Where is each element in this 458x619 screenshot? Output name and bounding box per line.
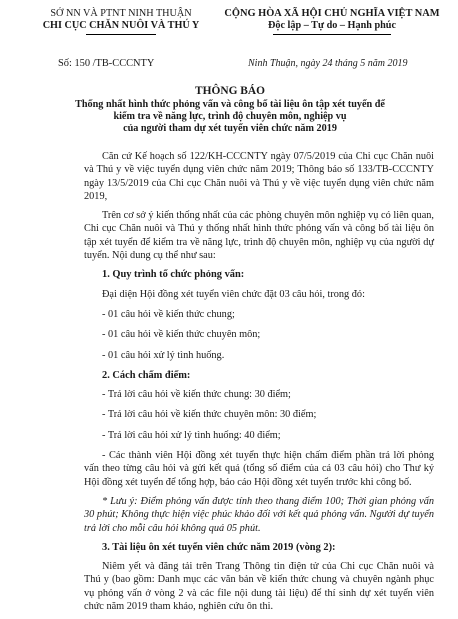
section-heading: 3. Tài liệu ôn xét tuyển viên chức năm 2019 (vòng 2):	[102, 541, 336, 553]
place-date: Ninh Thuận, ngày 24 tháng 5 năm 2019	[248, 58, 408, 69]
motto-underline	[273, 34, 391, 35]
materials-paragraph: Niêm yết và đăng tải trên Trang Thông tin điện tử của Chi cục Chăn nuôi và Thú y (bao gồm: Danh mục các văn bản về kiến thức chung và chuyên ngành phục vụ phỏng vấn ở vòng 2 và các file nội dung tài liệu) để thí sinh dự xét tuyển viên chức năm 2019 tham khảo, nghiên cứu ôn thi.	[84, 561, 434, 613]
document-body	[84, 150, 434, 619]
list-item: - 01 câu hỏi về kiến thức chuyên môn;	[102, 329, 261, 341]
list-item: - 01 câu hỏi xử lý tình huống.	[102, 349, 225, 361]
scoring-paragraph: - Các thành viên Hội đồng xét tuyển thực hiện chấm điểm phần trả lời phỏng vấn theo từng câu hỏi và gửi kết quả (tổng số điểm của cả 03 câu hỏi) cho Thư ký Hội đồng xét tuyển để tổng hợp, báo cáo Hội đồng xét tuyển trước khi công bố.	[84, 450, 434, 488]
note-paragraph: * Lưu ý: Điểm phỏng vấn được tính theo thang điểm 100; Thời gian phỏng vấn 30 phút; Không thực hiện việc phúc khảo đối với kết quả phỏng vấn. Người dự tuyển trả lời cho mỗi câu hỏi không quá 05 phút.	[84, 495, 434, 534]
list-item: - 01 câu hỏi về kiến thức chung;	[102, 308, 235, 320]
subject-line: kiểm tra về năng lực, trình độ chuyên môn, nghiệp vụ	[113, 111, 347, 122]
national-header	[212, 8, 452, 35]
agency-underline	[86, 34, 156, 35]
agency-name: CHI CỤC CHĂN NUÔI VÀ THÚ Y	[42, 20, 200, 31]
section-heading: 1. Quy trình tổ chức phỏng vấn:	[102, 269, 245, 281]
agreement-paragraph: Trên cơ sở ý kiến thống nhất của các phòng chuyên môn nghiệp vụ có liên quan, Chi cục Chăn nuôi và Thú y thống nhất hình thức phỏng vấn và công bố tài liệu ôn tập xét tuyển để kiểm tra về năng lực, trình độ chuyên môn, nghiệp vụ của người dự tuyển. Nội dung cụ thể như sau:	[84, 210, 434, 262]
national-motto: Độc lập – Tự do – Hạnh phúc	[268, 20, 396, 31]
section-intro: Đại diện Hội đồng xét tuyển viên chức đặt 03 câu hỏi, trong đó:	[102, 288, 365, 300]
subject-line: Thống nhất hình thức phỏng vấn và công bố tài liệu ôn tập xét tuyển để	[75, 99, 385, 110]
agency-header	[30, 8, 212, 35]
basis-paragraph: Căn cứ Kế hoạch số 122/KH-CCCNTY ngày 07/5/2019 của Chi cục Chăn nuôi và Thú y về việc tuyển dụng viên chức năm 2019; Thông báo số 133/TB-CCCNTY ngày 13/5/2019 của Chi cục Chăn nuôi và Thú y về việc tuyển dụng viên chức năm 2019,	[84, 151, 434, 202]
country-name: CỘNG HÒA XÃ HỘI CHỦ NGHĨA VIỆT NAM	[224, 8, 440, 19]
document-subject	[46, 99, 414, 135]
list-item: - Trả lời câu hỏi về kiến thức chung: 30 điểm;	[102, 389, 291, 401]
section-heading: 2. Cách chấm điểm:	[102, 369, 191, 381]
agency-parent: SỞ NN VÀ PTNT NINH THUẬN	[50, 8, 192, 19]
subject-line: của người tham dự xét tuyển viên chức năm 2019	[123, 123, 337, 134]
list-item: - Trả lời câu hỏi về kiến thức chuyên môn: 30 điểm;	[102, 409, 317, 421]
document-number: Số: 150 /TB-CCCNTY	[58, 58, 155, 69]
document-title: THÔNG BÁO	[195, 85, 265, 97]
list-item: - Trả lời câu hỏi xử lý tình huống: 40 điểm;	[102, 429, 281, 441]
